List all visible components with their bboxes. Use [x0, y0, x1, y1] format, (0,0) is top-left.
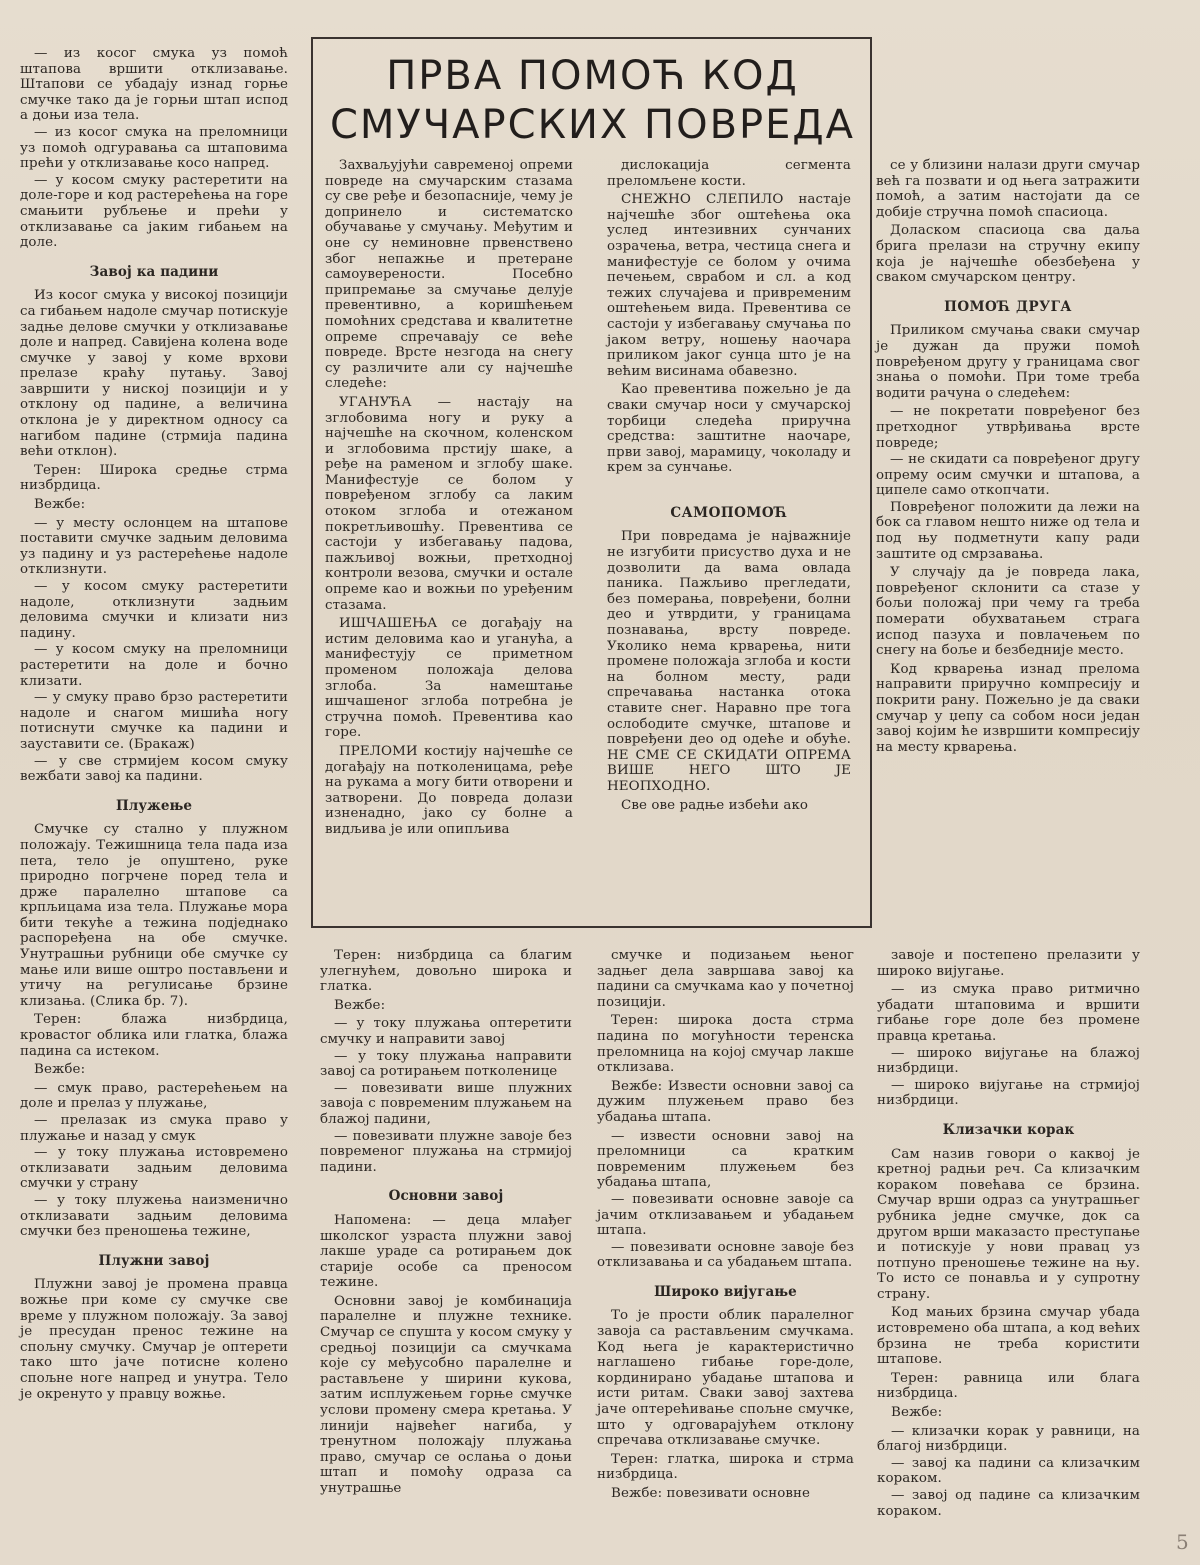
paragraph: — повезивати основне завоје без отклизавања и са убадањем штапа. — [597, 1239, 854, 1271]
paragraph: се у близини налази други смучар већ га позвати и од њега затражити помоћ, а затим настојати да се добије стручна помоћ спасиоца. — [876, 158, 1140, 220]
paragraph: УГАНУЋА — настају на зглобовима ногу и руку а најчешће на скочном, коленском и зглобовима прстију шаке, а ређе на раменом и зглобу шаке. Манифестује се болом у повређеном зглобу са лаким отоком зглоба и отежаном покретљивошћу. Превентива се састоји у избегавању падова, пажљивој вожњи, претходној контроли везова, смучки и остале опреме као и вожњи по уређеним стазама. — [325, 394, 573, 613]
paragraph: Вежбе: — [34, 1062, 86, 1078]
box-column-3 — [876, 158, 1140, 758]
paragraph: — смук право, растерећењем на доле и прелаз у плужање, — [20, 1080, 288, 1112]
section-heading: Основни завој — [388, 1188, 504, 1205]
paragraph: СНЕЖНО СЛЕПИЛО настаје најчешће због оштећења ока услед интезивних сунчаних озрачења, ветра, честица снега и манифестује се болом у очима печењем, сврабом и сл. а код тежих случајева и привременим оштећењем вида. Превентива се састоји у избегавању смучања по јаком ветру, ношењу наочара приликом јаког сунца што је на већим висинама обавезно. — [607, 192, 851, 379]
paragraph: — у месту ослонцем на штапове поставити смучке задњим деловима уз падину и уз растерећење надоле отклизнути. — [20, 515, 288, 578]
title-line-2: СМУЧАРСКИХ ПОВРЕДА — [329, 102, 856, 148]
paragraph: Плужни завој је промена правца вожње при коме су смучке све време у плужном положају. За завој је пресудан пренос тежине на спољну смучку. Смучар је оптерети тако што јаче потисне колено спољне ноге напред и унутра. Тело је окренуто у правцу вожње. — [20, 1277, 288, 1402]
paragraph: Смучке су стално у плужном положају. Тежишница тела пада иза пета, тело је опуштено, руке природно погрчене поред тела и држе паралелно штапове са крпљицама иза тела. Плужање мора бити текуће а тежина подједнако распоређена на обе смучке. Унутрашњи рубници обе смучке су мање или више оштро постављени и утичу на регулисање брзине клизања. (Слика бр. 7). — [20, 822, 288, 1009]
paragraph: Вежбе: — [891, 1405, 943, 1421]
lower-column-3 — [597, 948, 854, 1505]
paragraph: — широко вијугање на стрмијој низбрдици. — [877, 1077, 1140, 1109]
section-heading: ПОМОЋ ДРУГА — [944, 298, 1072, 315]
section-heading: САМОПОМОЋ — [670, 504, 788, 521]
paragraph: Терен: равница или блага низбрдица. — [877, 1370, 1140, 1402]
paragraph: При повредама је најважније не изгубити присуство духа и не дозволити да вама овлада паника. Пажљиво прегледати, без померања, повређени, болни део и утврдити, у границама познавања, врсту повреде. Уколико нема крварења, нити промене положаја зглоба и кости на болном месту, ради спречавања настанка отока ставите снег. Наравно пре тога ослободите смучке, штапове и повређени део од одеће и обуће. НЕ СМЕ СЕ СКИДАТИ ОПРЕМА ВИШЕ НЕГО ШТО ЈЕ НЕОПХОДНО. — [607, 529, 851, 794]
section-heading: Клизачки корак — [942, 1121, 1075, 1138]
paragraph: Код мањих брзина смучар убада истовремено оба штапа, а код већих брзина не треба користити штапове. — [877, 1305, 1140, 1368]
box-column-2 — [607, 158, 851, 816]
paragraph: Из косог смука у високој позицији са гибањем надоле смучар потискује задње делове смучки у отклизавање доле и напред. Савијена колена воде смучке у завој у коме врхови прелазе краћу путању. Завој завршити у ниској позицији и у отклону од падине, а величина отклона је у директном односу са нагибом падине (стрмија падина већи отклон). — [20, 288, 288, 460]
paragraph: Приликом смучања сваки смучар је дужан да пружи помоћ повређеном другу у границама свог знања о помоћи. При томе треба водити рачуна о следећем: — [876, 323, 1140, 401]
paragraph: дислокација сегмента преломљене кости. — [607, 158, 851, 189]
paragraph: У случају да је повреда лака, повређеног склонити са стазе у бољи положај при чему га треба померати обухватањем страга испод пазуха и повлачењем по снегу на боље и безбедније место. — [876, 565, 1140, 659]
paragraph: — у смуку право брзо растеретити надоле и снагом мишића ногу потиснути смучке ка падини и зауставити се. (Бракаж) — [20, 690, 288, 752]
paragraph: — широко вијугање на блажој низбрдици. — [877, 1045, 1140, 1077]
paragraph: — не покретати повређеног без претходног утврђивања врсте повреде; — [876, 404, 1140, 451]
paragraph: — у току плужања направити завој са ротирањем потколенице — [320, 1048, 572, 1080]
paragraph: Вежбе: — [334, 997, 386, 1013]
paragraph: — не скидати са повређеног другу опрему осим смучки и штапова, а ципеле само откопчати. — [876, 452, 1140, 499]
paragraph: — повезивати више плужних завоја с повременим плужањем на блажој падини, — [320, 1080, 572, 1127]
paragraph: — клизачки корак у равници, на благој низбрдици. — [877, 1423, 1140, 1455]
paragraph: ПРЕЛОМИ костију најчешће се догађају на потколеницама, ређе на рукама а могу бити отворени и затворени. До повреда долази изненадно, јако су болне а видљива је или опипљива — [325, 743, 573, 837]
paragraph: — у току плужања оптеретити смучку и направити завој — [320, 1016, 572, 1047]
section-heading: Плужни завој — [98, 1252, 210, 1269]
paragraph: — завој од падине са клизачким кораком. — [877, 1488, 1140, 1519]
box-column-1 — [325, 158, 573, 841]
paragraph: Повређеног положити да лежи на бок са главом нешто ниже од тела и под њу подметнути капу ради заштите од смрзавања. — [876, 499, 1140, 562]
paragraph: — повезивати плужне завоје без повременог плужања на стрмијој падини. — [320, 1128, 572, 1175]
paragraph: — у току плужања истовремено отклизавати задњим деловима смучки у страну — [20, 1145, 288, 1192]
paragraph: — повезивати основне завоје са јачим отклизавањем и убадањем штапа. — [597, 1191, 854, 1239]
paragraph: ИШЧАШЕЊА се догађају на истим деловима као и уганућа, а манифестују се приметном променом положаја делова зглоба. За намештање ишчашеног зглоба потребна је стручна помоћ. Превентива као горе. — [325, 616, 573, 741]
paragraph: Основни завој је комбинација паралелне и плужне технике. Смучар се спушта у косом смуку у средњој позицији са смучкама које су међусобно паралелне и растављене у ширини кукова, затим исплужењем горње смучке услови промену смера кретања. У линији највећег нагиба, у тренутном положају плужања право, смучар се ослања о доњи штап и помоћу одраза са унутрашње — [320, 1293, 572, 1496]
lower-column-4 — [877, 948, 1140, 1520]
paragraph: Све ове радње избећи ако — [621, 797, 809, 813]
title-line-1: ПРВА ПОМОЋ КОД — [386, 53, 799, 99]
paragraph: — у косом смуку растеретити на доле-горе и код растерећења на горе смањити рубљење и прећи у отклизавање са јаким гибањем на доле. — [20, 172, 288, 251]
section-heading: Широко вијугање — [654, 1283, 797, 1300]
paragraph: Терен: блажа низбрдица, кровастог облика или глатка, блажа падина са истеком. — [20, 1012, 288, 1059]
lower-column-2 — [320, 948, 572, 1500]
page-number: 5 — [1176, 1530, 1189, 1554]
paragraph: Као превентива пожељно је да сваки смучар носи у смучарској торбици следећа приручна средства: заштитне наочаре, први завој, марамицу, чоколаду и крем за сунчање. — [607, 382, 851, 476]
section-heading: Завој ка падини — [89, 263, 219, 280]
paragraph: — из косог смука уз помоћ штапова вршити отклизавање. Штапови се убадају изнад горње смучке тако да је горњи штап испод а доњи иза тела. — [20, 46, 288, 124]
paragraph: То је прости облик паралелног завоја са растављеним смучкама. Код њега је карактеристично наглашено гибање горе-доле, кординирано убадање штапова и исти ритам. Сваки завој захтева јаче оптерећивање спољне смучке, што у одговарајућем отклону спречава отклизавање смучке. — [597, 1308, 854, 1449]
paragraph: — извести основни завој на преломници са кратким повременим плужењем без убадања штапа, — [597, 1128, 854, 1191]
paragraph: Вежбе: повезивати основне — [611, 1486, 811, 1501]
paragraph: Код крварења изнад прелома направити приручно компресију и покрити рану. Пожељно је да сваки смучар у џепу са собом носи један завој којим ће извршити компресију на месту крварења. — [876, 661, 1140, 755]
paragraph: Терен: широка доста стрма падина по могућности теренска преломница на којој смучар лакше отклизава. — [597, 1013, 854, 1076]
paragraph: Терен: низбрдица са благим улегнућем, довољно широка и глатка. — [320, 948, 572, 995]
article-title — [320, 52, 865, 150]
paragraph: Захваљујући савременој опреми повреде на смучарским стазама су све ређе и безопасније, чему је допринело и систематско обучавање у смучању. Међутим и оне су неминовне првенствено због непажње и претеране самоуверености. Посебно припремање за смучање делује превентивно, а коришћењем помоћних средстава и квалитетне опреме спречавају се веће повреде. Врсте незгода на снегу су различите али су најчешће следеће: — [325, 158, 573, 392]
paragraph: — у косом смуку на преломници растеретити на доле и бочно клизати. — [20, 642, 288, 689]
left-column — [20, 46, 288, 1405]
paragraph: Терен: глатка, широка и стрма низбрдица. — [597, 1451, 854, 1483]
paragraph: — прелазак из смука право у плужање и назад у смук — [20, 1113, 288, 1144]
paragraph: смучке и подизањем њеног задњег дела завршава завој ка падини са смучкама као у почетној позицији. — [597, 948, 854, 1010]
paragraph: Доласком спасиоца сва даља брига прелази на стручну екипу која је најчешће обезбеђена у сваком смучарском центру. — [876, 223, 1140, 286]
paragraph: — у току плужења наизменично отклизавати задњим деловима смучки без преношења тежине, — [20, 1192, 288, 1240]
section-heading: Плужење — [115, 797, 193, 814]
paragraph: — завој ка падини са клизачким кораком. — [877, 1455, 1140, 1487]
paragraph: Вежбе: Извести основни завој са дужим плужењем право без убадања штапа. — [597, 1078, 854, 1125]
paragraph: — у косом смуку растеретити надоле, отклизнути задњим деловима смучки и клизати низ падину. — [20, 579, 288, 641]
paragraph: — из смука право ритмично убадати штаповима и вршити гибање горе доле без промене правца кретања. — [877, 982, 1140, 1044]
paragraph: — у све стрмијем косом смуку вежбати завој ка падини. — [20, 753, 288, 785]
paragraph: Терен: Широка средње стрма низбрдица. — [20, 462, 288, 494]
paragraph: Вежбе: — [34, 497, 86, 513]
paragraph: — из косог смука на преломници уз помоћ одгуравања са штаповима прећи у отклизавање косо напред. — [20, 124, 288, 172]
paragraph: Сам назив говори о каквој је кретној радњи реч. Са клизачким кораком повећава се брзина. Смучар врши одраз са унутрашњег рубника једне смучке, док са другом врши маказасто преступање и потискује у нови правац уз потпуно преношење тежине на њу. То исто се понавља и у супротну страну. — [877, 1146, 1140, 1302]
paragraph: завоје и постепено прелазити у широко вијугање. — [877, 948, 1140, 979]
paragraph: Напомена: — деца млађег школског узраста плужни завој лакше ураде са ротирањем док старије особе са преносом тежине. — [320, 1212, 572, 1291]
